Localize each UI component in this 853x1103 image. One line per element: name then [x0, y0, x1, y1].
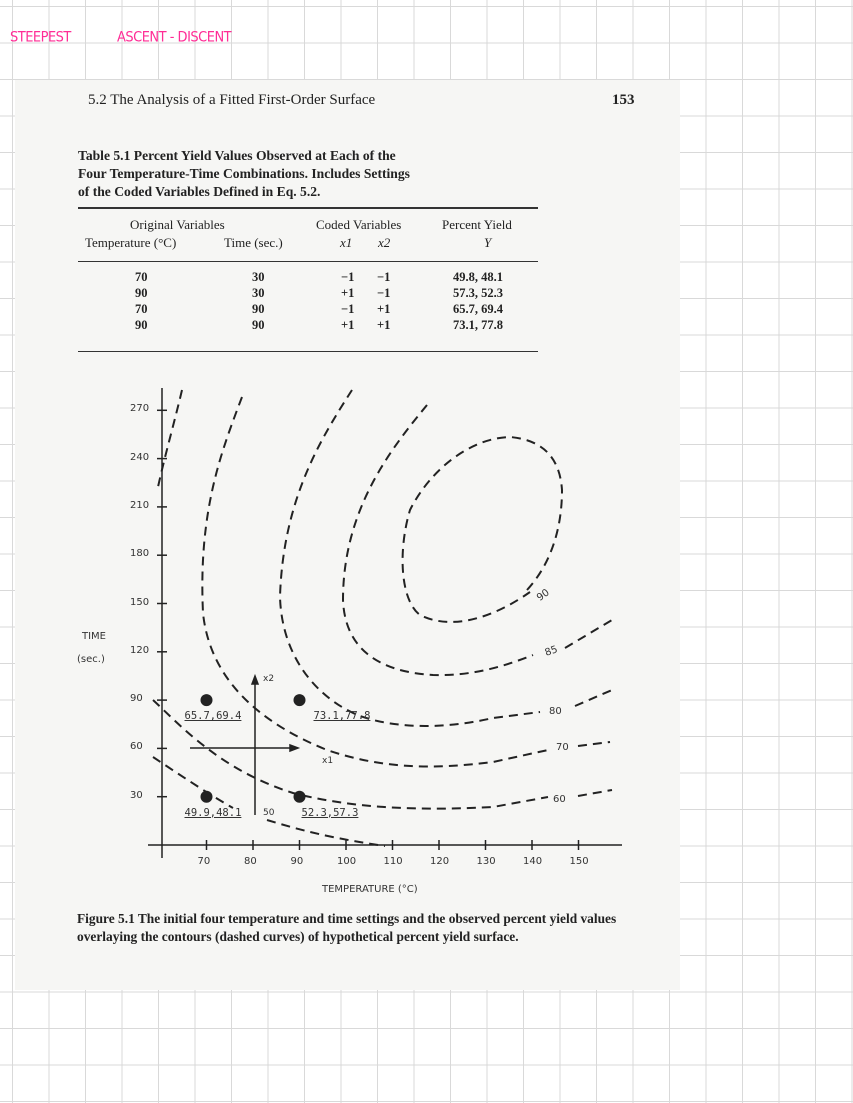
arrow-up-icon	[252, 676, 258, 684]
x-tick-label: 80	[244, 856, 257, 867]
contour-line-50	[153, 757, 385, 846]
y-tick-label: 210	[130, 499, 150, 511]
contour-label-85: 85	[543, 644, 560, 659]
x-tick-label: 120	[430, 856, 450, 867]
col-header-time: Time (sec.)	[224, 235, 283, 250]
x-tick-label: 140	[523, 856, 543, 867]
y-axis-label-units: (sec.)	[77, 654, 105, 665]
col-header-temperature: Temperature (°C)	[85, 235, 177, 250]
x-tick-label: 110	[383, 856, 403, 867]
table-cell: −1	[377, 270, 391, 284]
contour-label-90: 90	[534, 587, 552, 604]
design-point	[294, 791, 306, 803]
x-tick-label: 130	[476, 856, 496, 867]
table-cell: 90	[252, 318, 265, 332]
design-point	[201, 694, 213, 706]
col-header-y: Y	[484, 235, 492, 250]
y-axis-label: TIME	[82, 631, 107, 642]
y-tick-label: 90	[130, 693, 143, 705]
table-cell: +1	[377, 318, 391, 332]
table-cell: 65.7, 69.4	[453, 302, 503, 316]
design-point	[201, 791, 213, 803]
table-cell: 90	[252, 302, 265, 316]
handwritten-note-ascent: ASCENT - DISCENT	[117, 29, 232, 46]
table-cell: +1	[377, 302, 391, 316]
table-cell: 30	[252, 270, 265, 284]
design-point-label: 52.3,57.3	[301, 806, 359, 819]
contour-label-60: 60	[553, 794, 566, 805]
group-header-original: Original Variables	[130, 217, 225, 232]
col-header-x1: x1	[340, 235, 353, 250]
contour-label-80: 80	[549, 706, 562, 717]
table-cell: 70	[135, 270, 148, 284]
y-tick-label: 180	[130, 548, 150, 560]
x-tick-label: 90	[290, 856, 304, 867]
table-cell: 30	[252, 286, 265, 300]
group-header-yield: Percent Yield	[442, 217, 512, 232]
table-title-line: of the Coded Variables Defined in Eq. 5.2.	[78, 184, 321, 199]
x-tick-label: 150	[569, 856, 589, 867]
y-tick-label: 120	[130, 644, 150, 656]
x-axis-label: TEMPERATURE (°C)	[322, 884, 418, 895]
table-cell: 70	[135, 302, 148, 316]
y-tick-label: 270	[130, 403, 150, 415]
x-tick-label: 70	[197, 856, 211, 867]
table-title-line: Table 5.1 Percent Yield Values Observed at Each of the	[78, 148, 396, 163]
group-header-coded: Coded Variables	[316, 217, 402, 232]
col-header-x2: x2	[378, 235, 391, 250]
x-tick-label: 100	[337, 856, 357, 867]
table-cell: 57.3, 52.3	[453, 286, 503, 300]
coded-axis-label-x2: x2	[263, 674, 275, 684]
table-cell: −1	[341, 302, 355, 316]
contour-label-70: 70	[556, 742, 569, 753]
handwritten-note-steepest: STEEPEST	[10, 29, 71, 46]
table-cell: 73.1, 77.8	[453, 318, 503, 332]
table-cell: 90	[135, 318, 148, 332]
y-tick-label: 150	[130, 596, 150, 608]
y-tick-label: 240	[130, 451, 150, 463]
table-cell: −1	[377, 286, 391, 300]
y-tick-label: 30	[130, 789, 143, 801]
table-cell: +1	[341, 286, 355, 300]
y-tick-label: 60	[130, 741, 143, 753]
arrow-right-icon	[290, 745, 298, 751]
table-cell: −1	[341, 270, 355, 284]
design-point-label: 65.7,69.4	[184, 710, 242, 723]
design-point-label: 49.9,48.1	[184, 806, 242, 819]
table-cell: +1	[341, 318, 355, 332]
table-cell: 49.8, 48.1	[453, 270, 503, 284]
contour-label-50: 50	[263, 808, 275, 818]
contour-line-85	[343, 405, 612, 675]
table-cell: 90	[135, 286, 148, 300]
figure-caption: Figure 5.1 The initial four temperature and time settings and the observed percent yield values overlaying the contours (dashed curves) of hypothetical percent yield surface.	[77, 911, 617, 944]
section-header: 5.2 The Analysis of a Fitted First-Order Surface	[88, 92, 376, 108]
table-title-line: Four Temperature-Time Combinations. Includes Settings	[78, 166, 410, 181]
design-point	[294, 694, 306, 706]
page-number: 153	[612, 92, 635, 108]
design-point-label: 73.1,77.8	[313, 710, 371, 723]
coded-axis-label-x1: x1	[322, 756, 334, 766]
